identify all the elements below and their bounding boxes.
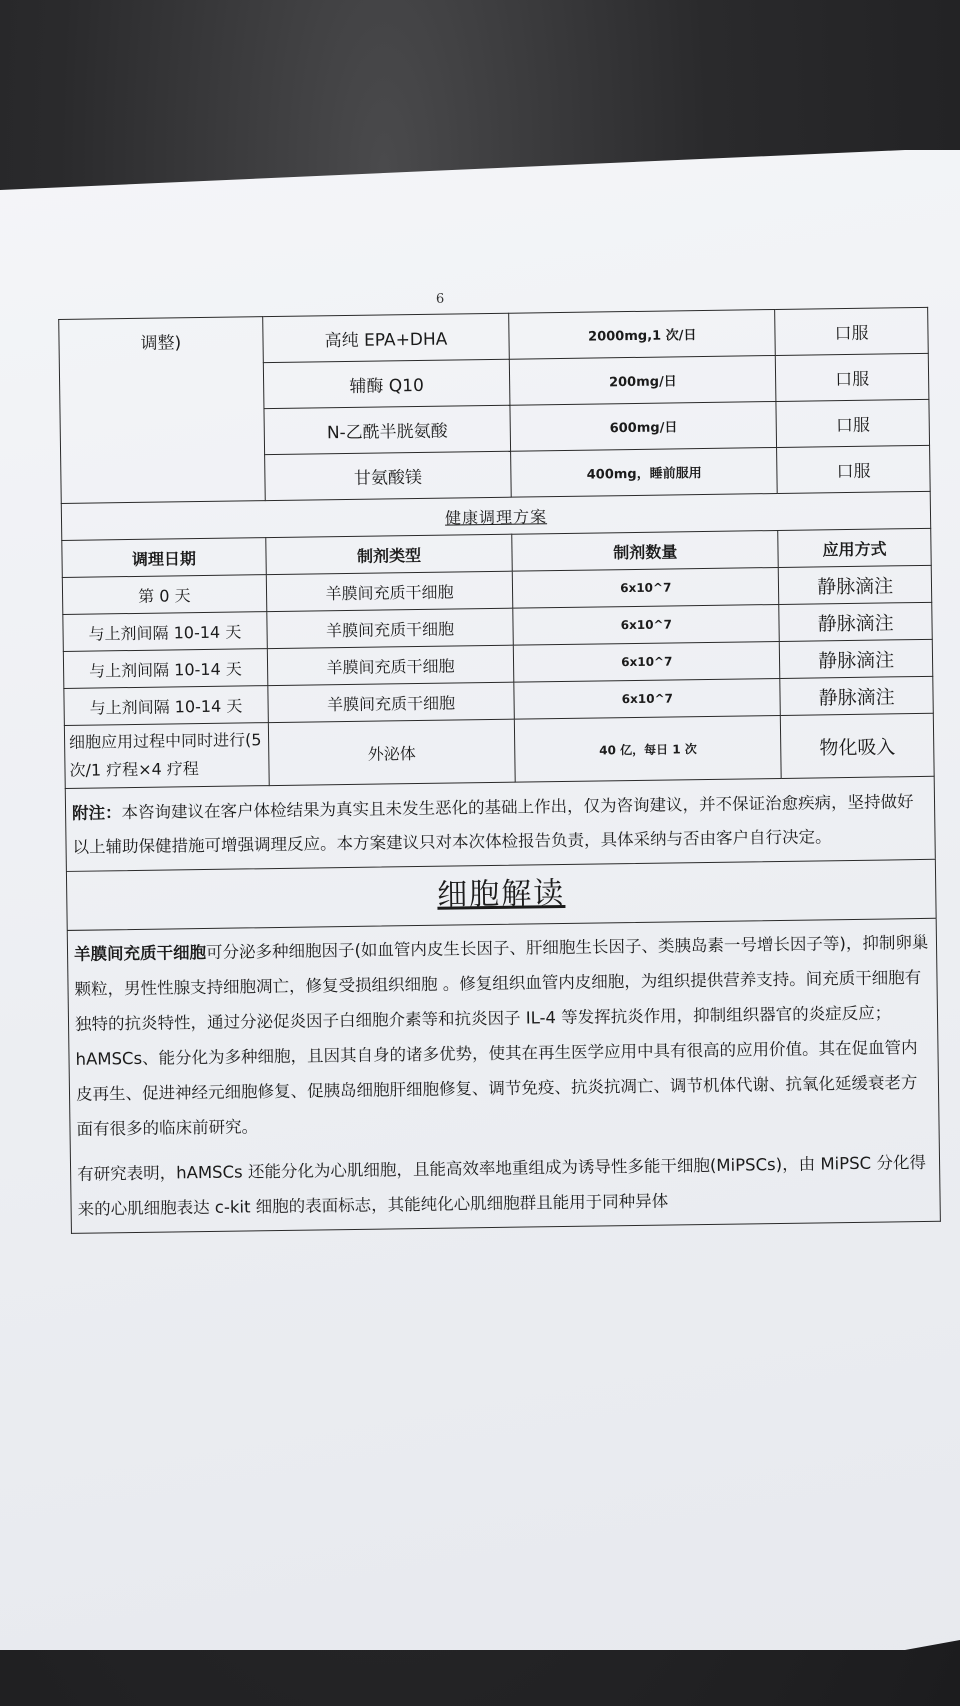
plan-method: 物化吸入 <box>781 713 935 778</box>
supplement-name: 高纯 EPA+DHA <box>262 313 509 362</box>
plan-type: 外泌体 <box>268 719 516 785</box>
plan-type: 羊膜间充质干细胞 <box>266 608 513 648</box>
page-number: 6 <box>435 291 445 307</box>
note-label: 附注： <box>71 803 122 823</box>
column-header: 调理日期 <box>62 538 266 578</box>
supplement-route: 口服 <box>777 445 930 493</box>
plan-qty: 6x10^7 <box>513 567 779 608</box>
note-text: 本咨询建议在客户体检结果为真实且未发生恶化的基础上作出，仅为咨询建议，并不保证治愈疾病，坚持做好以上辅助保健措施可增强调理反应。本方案建议只对本次体检报告负责，具体采纳与否由客户自行决定。 <box>72 792 914 857</box>
column-header: 制剂数量 <box>512 530 778 571</box>
supplement-route: 口服 <box>776 399 929 447</box>
plan-date: 与上剂间隔 10-14 天 <box>64 686 268 726</box>
supplement-dose: 200mg/日 <box>510 355 777 405</box>
cell-reading-section <box>67 919 941 1234</box>
plan-qty: 6x10^7 <box>514 678 780 719</box>
disclaimer-note <box>65 777 936 871</box>
plan-date: 与上剂间隔 10-14 天 <box>63 649 267 689</box>
plan-method: 静脉滴注 <box>780 676 933 715</box>
table-row <box>64 713 934 788</box>
document-page <box>58 293 941 1234</box>
supplement-name: 甘氨酸镁 <box>264 451 511 500</box>
plan-method: 静脉滴注 <box>779 602 932 641</box>
plan-type: 羊膜间充质干细胞 <box>266 571 513 611</box>
reading-bold-term: 羊膜间充质干细胞 <box>73 942 207 964</box>
plan-table <box>61 492 935 789</box>
supplement-dose: 600mg/日 <box>510 401 777 451</box>
reading-text: 可分泌多种细胞因子(如血管内皮生长因子、肝细胞生长因子、类胰岛素一号增长因子等)，抑制卵巢颗粒，男性性腺支持细胞凋亡，修复受损组织细胞 。修复组织血管内皮细胞，为组织提供营养支持。间充质干细胞有独特的抗炎特性，通过分泌促炎因子白细胞介素等和抗炎因子 IL-4 等发挥抗炎作用，抑制组织器官的炎症反应；hAMSCs、能分化为多种细胞，且因其自身的诸多优势，使其在再生医学应用中具有很高的应用价值。其在促血管内皮再生、促进神经元细胞修复、促胰岛细胞肝细胞修复、调节免疫、抗炎抗凋亡、调节机体代谢、抗氧化延缓衰老方面有很多的临床前研究。 <box>74 932 929 1139</box>
reading-paragraph <box>74 925 933 1147</box>
supplement-route: 口服 <box>775 353 928 401</box>
plan-qty: 6x10^7 <box>513 604 779 645</box>
reading-paragraph <box>77 1145 934 1227</box>
plan-type: 羊膜间充质干细胞 <box>267 645 514 685</box>
plan-method: 静脉滴注 <box>779 639 932 678</box>
plan-date: 与上剂间隔 10-14 天 <box>63 612 267 652</box>
plan-method: 静脉滴注 <box>778 565 931 604</box>
reading-title: 细胞解读 <box>66 859 937 931</box>
plan-date: 第 0 天 <box>62 575 266 615</box>
category-cell: 调整) <box>59 317 265 504</box>
supplement-table <box>58 307 930 504</box>
reading-text: 有研究表明，hAMSCs 还能分化为心肌细胞，且能高效率地重组成为诱导性多能干细胞(MiPSCs)，由 MiPSC 分化得来的心肌细胞表达 c-kit 细胞的表面标志，其能纯化心肌细胞群且能用于同种异体 <box>77 1152 927 1219</box>
supplement-dose: 400mg，睡前服用 <box>511 447 778 497</box>
plan-date: 细胞应用过程中同时进行(5 次/1 疗程×4 疗程 <box>64 723 269 789</box>
column-header: 应用方式 <box>778 528 931 567</box>
column-header: 制剂类型 <box>265 534 512 574</box>
plan-type: 羊膜间充质干细胞 <box>268 682 515 722</box>
supplement-dose: 2000mg,1 次/日 <box>509 309 776 359</box>
supplement-route: 口服 <box>775 307 928 355</box>
supplement-name: 辅酶 Q10 <box>263 359 510 408</box>
plan-qty: 6x10^7 <box>514 641 780 682</box>
supplement-name: N-乙酰半胱氨酸 <box>264 405 511 454</box>
plan-title: 健康调理方案 <box>61 492 930 541</box>
plan-qty: 40 亿，每日 1 次 <box>515 715 782 782</box>
